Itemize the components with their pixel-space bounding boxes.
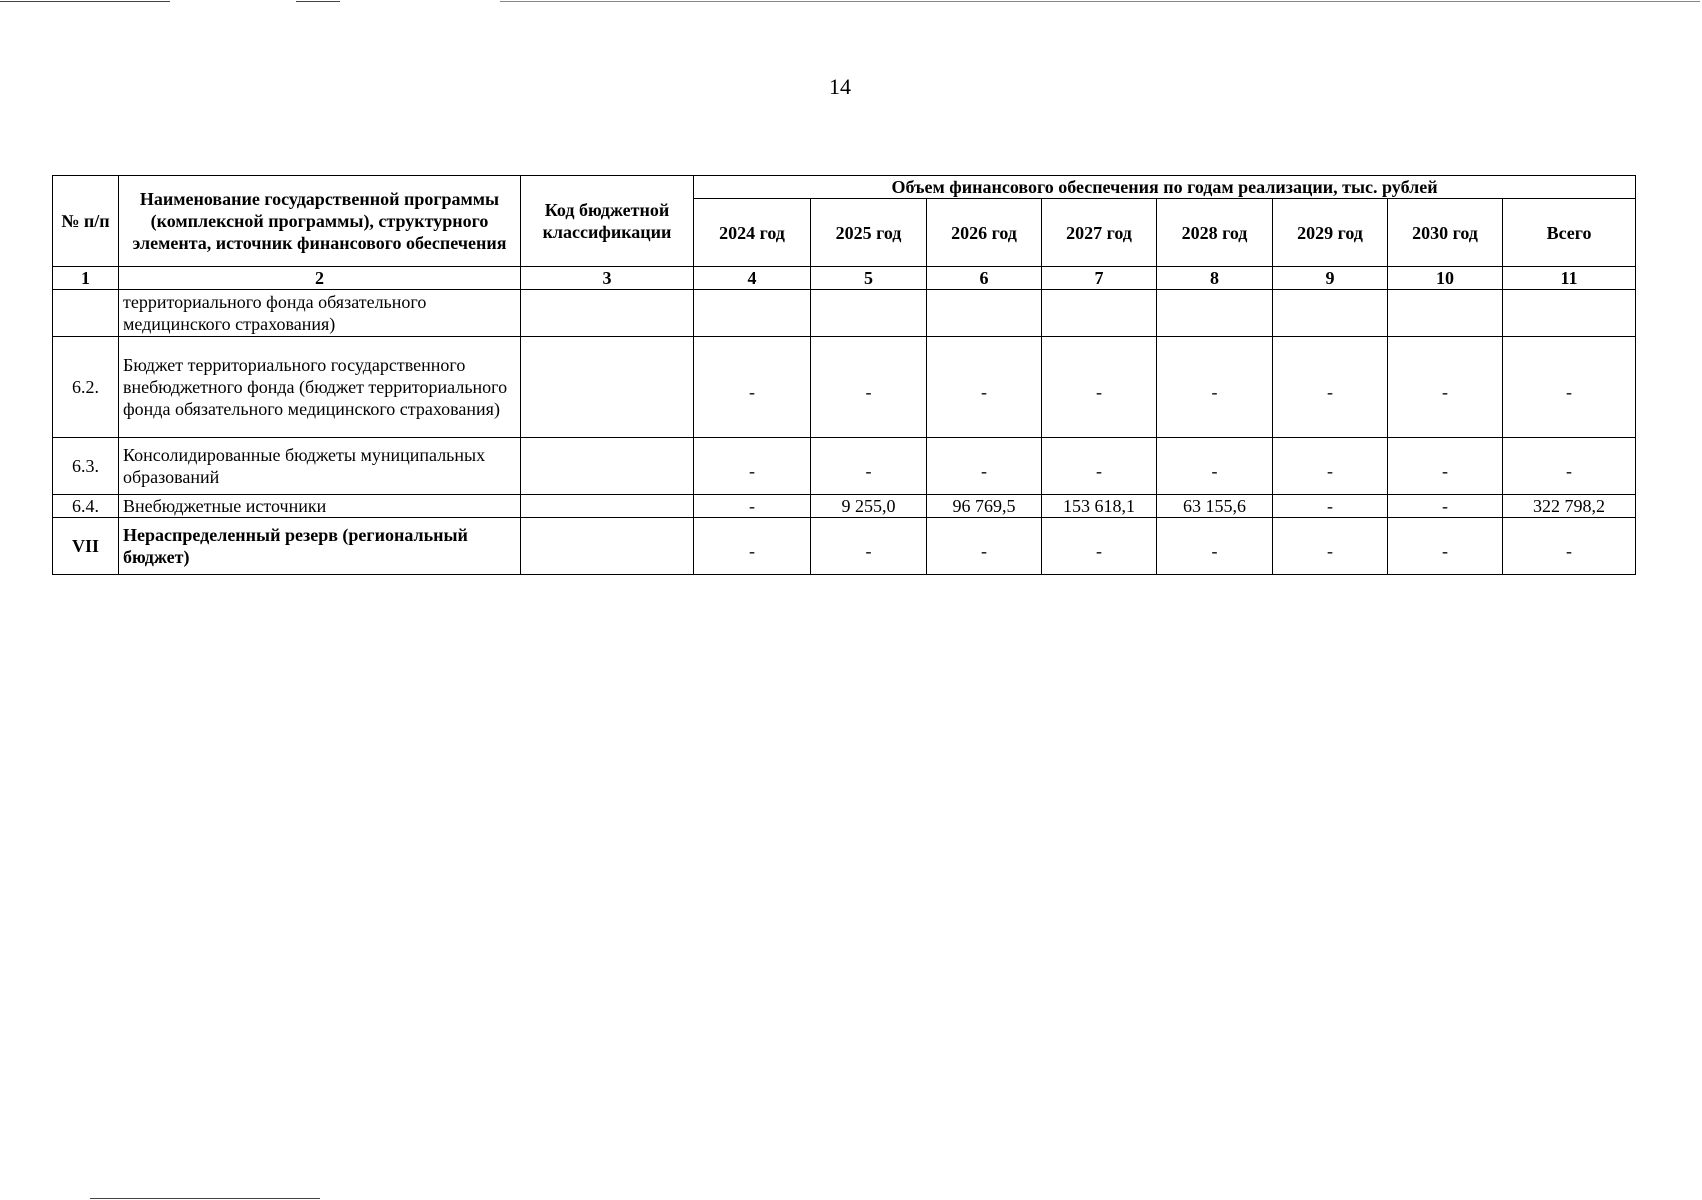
value-2027: - [1042,518,1157,575]
value-2029 [1273,290,1388,337]
header-code: Код бюджетной классификации [521,176,694,267]
value-2025: 9 255,0 [811,495,927,518]
value-total: - [1503,438,1636,495]
row-number: 6.4. [53,495,119,518]
row-number [53,290,119,337]
row-code [521,495,694,518]
row-number: 6.2. [53,337,119,438]
value-2026 [927,290,1042,337]
header-total: Всего [1503,199,1636,267]
value-2028 [1157,290,1273,337]
row-code [521,290,694,337]
value-total [1503,290,1636,337]
value-2024: - [694,337,811,438]
value-2030: - [1388,495,1503,518]
column-index: 7 [1042,267,1157,290]
row-code [521,518,694,575]
header-year-2024: 2024 год [694,199,811,267]
header-row-1 [53,176,1636,199]
scan-artifact-line [90,1198,320,1199]
column-index: 5 [811,267,927,290]
header-year-2027: 2027 год [1042,199,1157,267]
value-2026: - [927,337,1042,438]
value-2027: 153 618,1 [1042,495,1157,518]
row-name: территориального фонда обязательного медицинского страхования) [119,290,521,337]
value-2030: - [1388,438,1503,495]
table-row [53,290,1636,337]
value-2030: - [1388,337,1503,438]
value-2024: - [694,518,811,575]
table-row [53,438,1636,495]
value-2026: 96 769,5 [927,495,1042,518]
table-row [53,337,1636,438]
table-row [53,518,1636,575]
row-name: Внебюджетные источники [119,495,521,518]
header-group-title: Объем финансового обеспечения по годам реализации, тыс. рублей [694,176,1636,199]
scan-artifact-line [500,1,1700,2]
row-name: Консолидированные бюджеты муниципальных образований [119,438,521,495]
value-2025: - [811,438,927,495]
row-code [521,337,694,438]
value-2027: - [1042,438,1157,495]
header-no: № п/п [53,176,119,267]
value-2029: - [1273,337,1388,438]
header-name: Наименование государственной программы (комплексной программы), структурного элемента, источник финансового обеспечения [119,176,521,267]
table-row [53,495,1636,518]
scan-artifact-line [0,1,170,2]
value-2026: - [927,438,1042,495]
header-year-2026: 2026 год [927,199,1042,267]
value-2028: - [1157,438,1273,495]
column-index: 3 [521,267,694,290]
value-2028: 63 155,6 [1157,495,1273,518]
financing-table [52,175,1636,575]
column-index: 10 [1388,267,1503,290]
value-2028: - [1157,337,1273,438]
column-index: 8 [1157,267,1273,290]
column-index: 6 [927,267,1042,290]
column-index: 1 [53,267,119,290]
value-2028: - [1157,518,1273,575]
column-index-row [53,267,1636,290]
column-index: 9 [1273,267,1388,290]
value-total: - [1503,518,1636,575]
value-2029: - [1273,495,1388,518]
value-total: 322 798,2 [1503,495,1636,518]
value-2024: - [694,438,811,495]
value-2024 [694,290,811,337]
value-2025: - [811,337,927,438]
value-2025: - [811,518,927,575]
value-2027: - [1042,337,1157,438]
value-2029: - [1273,438,1388,495]
row-number: VII [53,518,119,575]
scan-artifact-line [296,1,340,2]
value-2029: - [1273,518,1388,575]
header-year-2028: 2028 год [1157,199,1273,267]
value-total: - [1503,337,1636,438]
header-year-2030: 2030 год [1388,199,1503,267]
value-2025 [811,290,927,337]
row-name: Бюджет территориального государственного внебюджетного фонда (бюджет территориального фонда обязательного медицинского страхования) [119,337,521,438]
value-2026: - [927,518,1042,575]
value-2027 [1042,290,1157,337]
header-year-2025: 2025 год [811,199,927,267]
value-2024: - [694,495,811,518]
row-name: Нераспределенный резерв (региональный бюджет) [119,518,521,575]
value-2030: - [1388,518,1503,575]
value-2030 [1388,290,1503,337]
column-index: 11 [1503,267,1636,290]
page-number: 14 [829,74,851,99]
column-index: 4 [694,267,811,290]
header-year-2029: 2029 год [1273,199,1388,267]
column-index: 2 [119,267,521,290]
row-code [521,438,694,495]
row-number: 6.3. [53,438,119,495]
